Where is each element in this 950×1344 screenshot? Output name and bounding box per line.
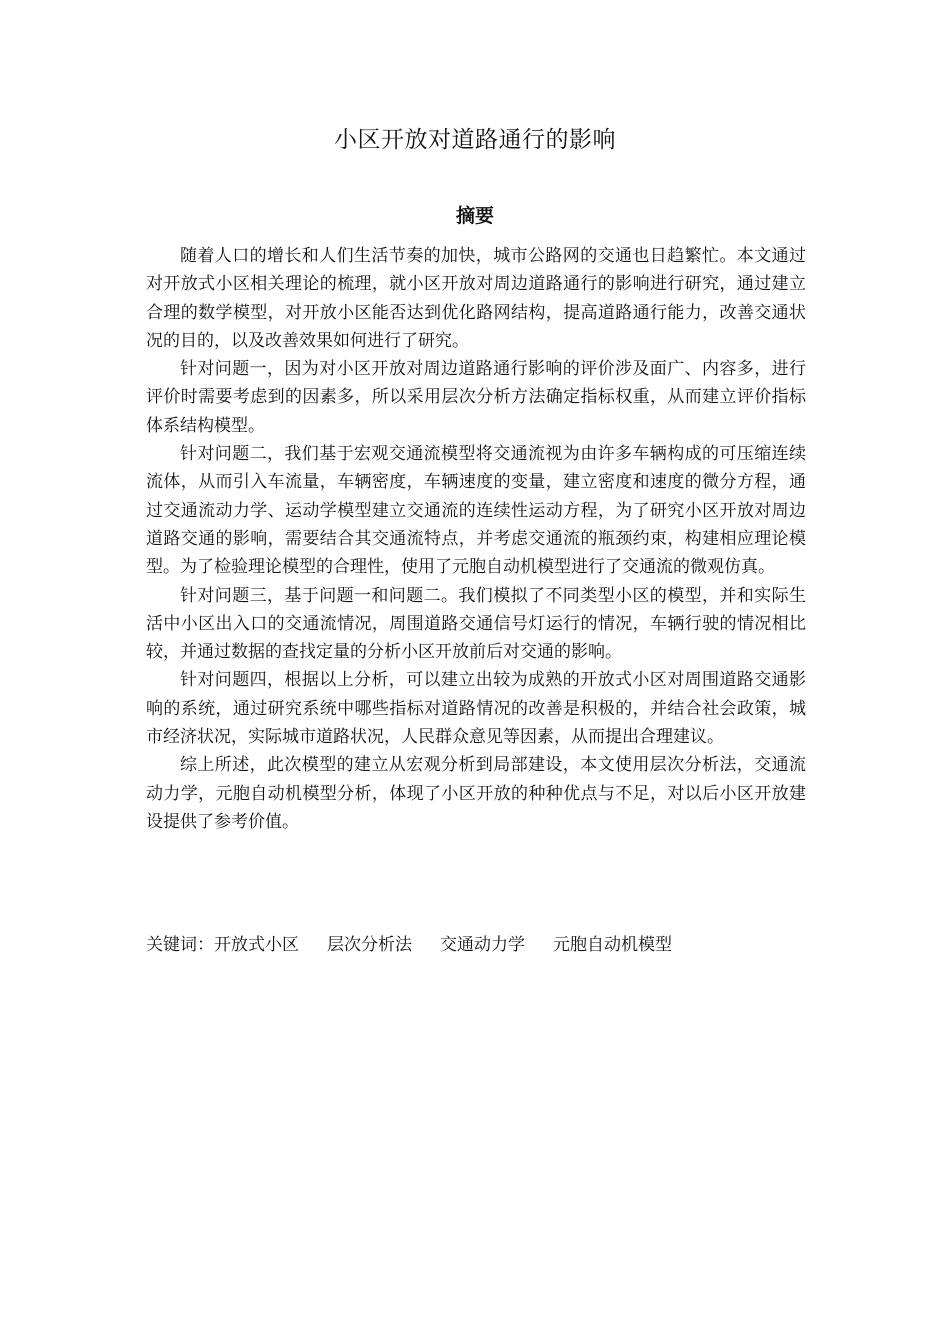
abstract-body — [146, 242, 806, 836]
abstract-paragraph-intro: 随着人口的增长和人们生活节奏的加快，城市公路网的交通也日趋繁忙。本文通过对开放式小区相关理论的梳理，就小区开放对周边道路通行的影响进行研究，通过建立合理的数学模型，对开放小区能否达到优化路网结构，提高道路通行能力，改善交通状况的目的，以及改善效果如何进行了研究。 — [146, 246, 806, 351]
abstract-paragraph-problem-4: 针对问题四，根据以上分析，可以建立出较为成熟的开放式小区对周围道路交通影响的系统，通过研究系统中哪些指标对道路情况的改善是积极的，并结合社会政策，城市经济状况，实际城市道路状况，人民群众意见等因素，从而提出合理建议。 — [146, 670, 806, 748]
keywords-label: 关键词： — [146, 935, 214, 955]
keywords-line — [146, 931, 806, 959]
keyword-item: 元胞自动机模型 — [553, 935, 672, 955]
abstract-paragraph-problem-1: 针对问题一，因为对小区开放对周边道路通行影响的评价涉及面广、内容多，进行评价时需要考虑到的因素多，所以采用层次分析方法确定指标权重，从而建立评价指标体系结构模型。 — [146, 359, 806, 436]
keyword-item: 开放式小区 — [214, 935, 299, 955]
paper-title: 小区开放对道路通行的影响 — [334, 127, 616, 153]
abstract-heading: 摘要 — [455, 205, 494, 227]
abstract-paragraph-problem-2: 针对问题二，我们基于宏观交通流模型将交通流视为由许多车辆构成的可压缩连续流体，从而引入车流量，车辆密度，车辆速度的变量，建立密度和速度的微分方程，通过交通流动力学、运动学模型建立交通流的连续性运动方程，为了研究小区开放对周边道路交通的影响，需要结合其交通流特点，并考虑交通流的瓶颈约束，构建相应理论模型。为了检验理论模型的合理性，使用了元胞自动机模型进行了交通流的微观仿真。 — [146, 444, 806, 578]
abstract-paragraph-problem-3: 针对问题三，基于问题一和问题二。我们模拟了不同类型小区的模型，并和实际生活中小区出入口的交通流情况，周围道路交通信号灯运行的情况，车辆行驶的情况相比较，并通过数据的查找定量的分析小区开放前后对交通的影响。 — [146, 585, 806, 663]
keyword-item: 交通动力学 — [440, 935, 525, 955]
abstract-paragraph-summary: 综上所述，此次模型的建立从宏观分析到局部建设，本文使用层次分析法，交通流动力学，元胞自动机模型分析，体现了小区开放的种种优点与不足，对以后小区开放建设提供了参考价值。 — [146, 755, 806, 832]
keyword-item: 层次分析法 — [327, 935, 412, 955]
